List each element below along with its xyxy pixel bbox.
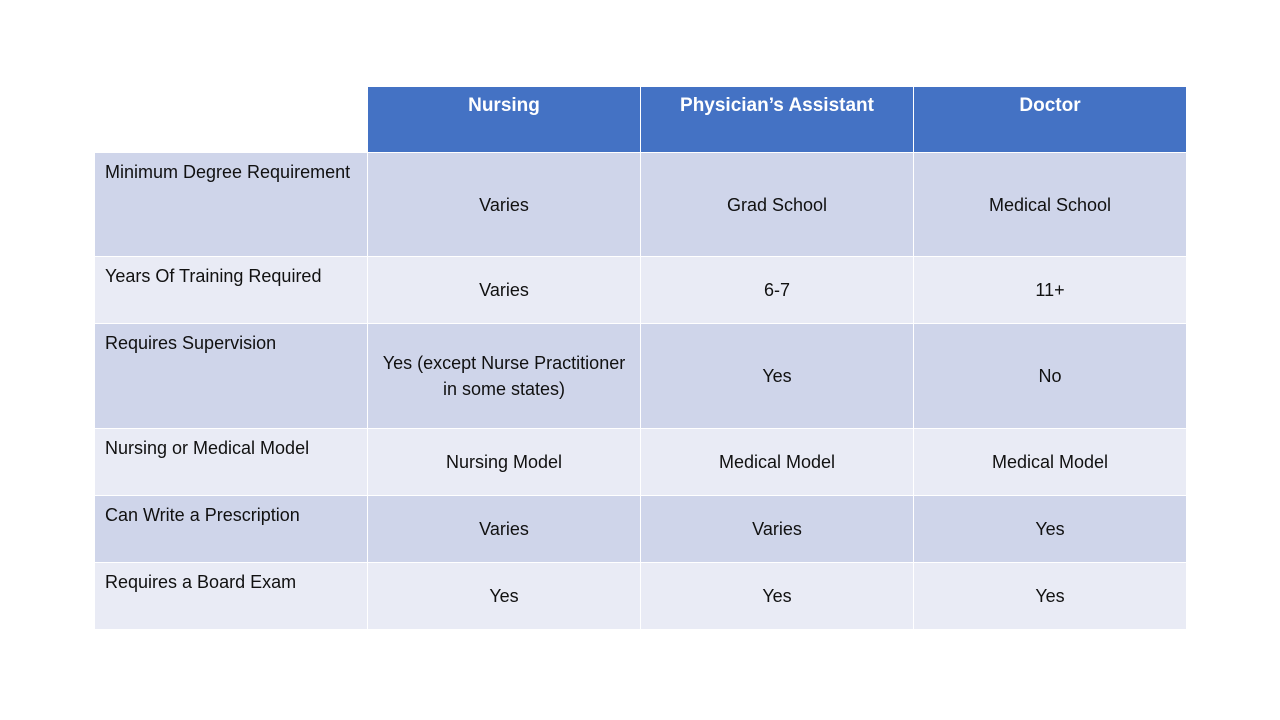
cell-physicians-assistant: 6-7	[641, 257, 914, 324]
cell-physicians-assistant: Yes	[641, 563, 914, 630]
cell-doctor: Medical Model	[914, 429, 1187, 496]
comparison-table	[94, 86, 1187, 630]
row-label: Can Write a Prescription	[95, 496, 368, 563]
cell-doctor: 11+	[914, 257, 1187, 324]
cell-doctor: No	[914, 324, 1187, 429]
row-label: Requires Supervision	[95, 324, 368, 429]
header-doctor: Doctor	[914, 87, 1187, 153]
header-nursing: Nursing	[368, 87, 641, 153]
cell-nursing: Varies	[368, 496, 641, 563]
table-row	[95, 563, 1187, 630]
cell-nursing: Yes (except Nurse Practitioner in some states)	[368, 324, 641, 429]
header-physicians-assistant: Physician’s Assistant	[641, 87, 914, 153]
table-row	[95, 429, 1187, 496]
table-row	[95, 324, 1187, 429]
cell-nursing: Varies	[368, 153, 641, 257]
row-label: Requires a Board Exam	[95, 563, 368, 630]
table-row	[95, 153, 1187, 257]
header-corner-cell	[95, 87, 368, 153]
cell-doctor: Yes	[914, 496, 1187, 563]
cell-physicians-assistant: Grad School	[641, 153, 914, 257]
cell-doctor: Yes	[914, 563, 1187, 630]
row-label: Years Of Training Required	[95, 257, 368, 324]
row-label: Nursing or Medical Model	[95, 429, 368, 496]
cell-nursing: Nursing Model	[368, 429, 641, 496]
cell-nursing: Yes	[368, 563, 641, 630]
cell-physicians-assistant: Yes	[641, 324, 914, 429]
table-row	[95, 496, 1187, 563]
header-row	[95, 87, 1187, 153]
cell-physicians-assistant: Varies	[641, 496, 914, 563]
cell-doctor: Medical School	[914, 153, 1187, 257]
row-label: Minimum Degree Requirement	[95, 153, 368, 257]
cell-physicians-assistant: Medical Model	[641, 429, 914, 496]
table-row	[95, 257, 1187, 324]
cell-nursing: Varies	[368, 257, 641, 324]
